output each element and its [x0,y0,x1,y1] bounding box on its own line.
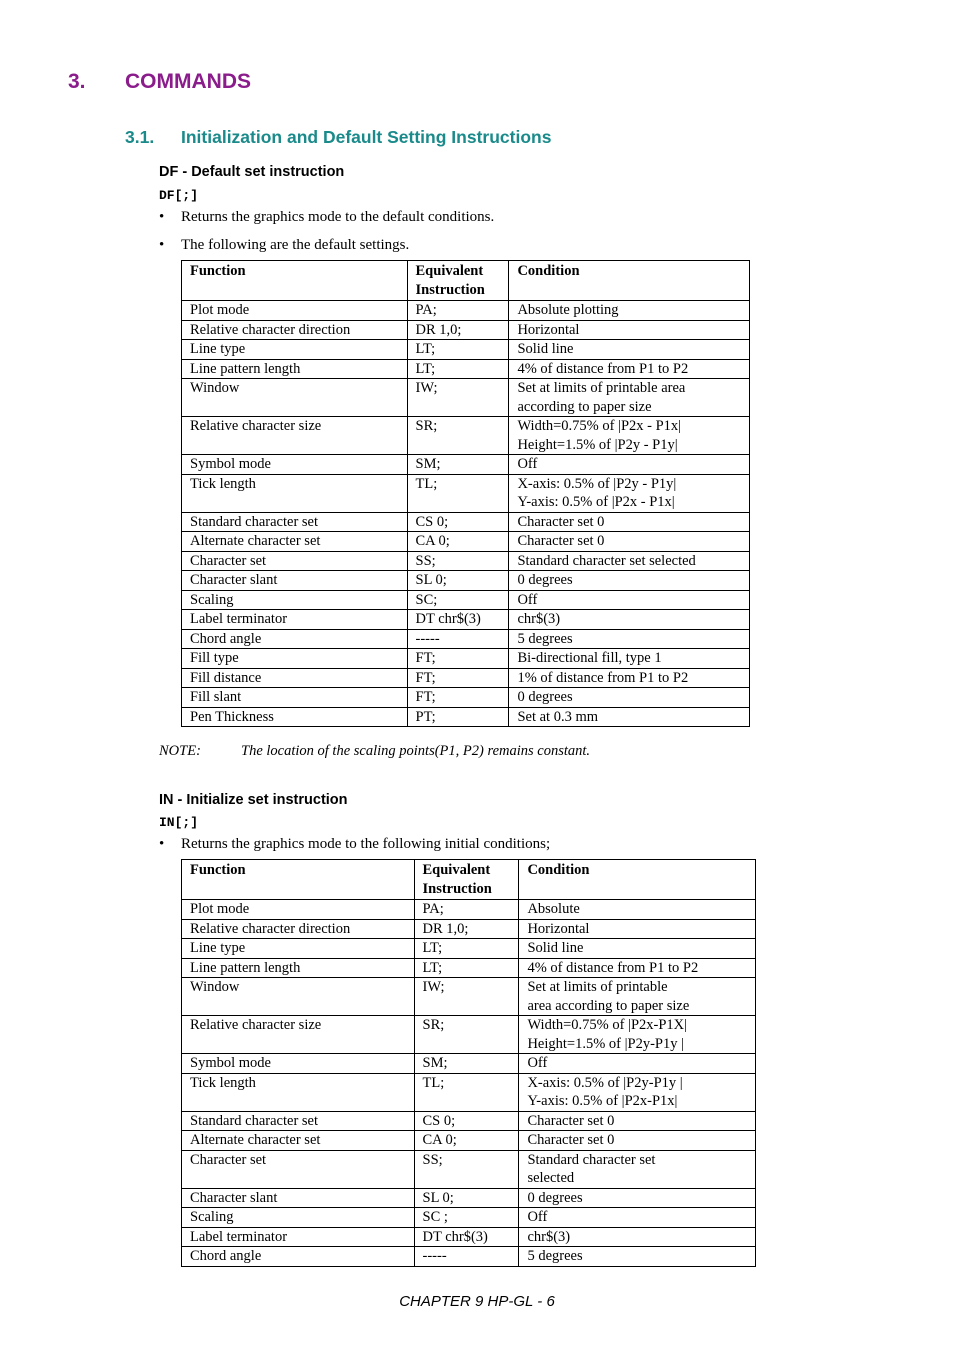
cell-condition-text: Solid line [517,341,574,357]
cell-function-text: Chord angle [190,1248,262,1264]
cell-equivalent-instruction-text: IW; [422,979,445,995]
cell-equivalent-instruction-text: SR; [422,1017,445,1033]
table-row [182,379,750,417]
table-header-row [182,261,750,301]
cell-equivalent-instruction-text: SM; [415,456,441,472]
cell-condition-text: Absolute [527,901,580,917]
cell-function [182,1054,415,1074]
cell-equivalent-instruction-text: TL; [415,475,438,492]
cell-equivalent-instruction [407,512,509,532]
cell-function-text: Pen Thickness [190,708,274,725]
section-title: COMMANDS [125,70,251,93]
header-function-text: Function [190,862,246,878]
cell-function-text: Symbol mode [190,1055,271,1071]
cell-equivalent-instruction [414,1073,519,1111]
cell-condition-text: 5 degrees [527,1248,583,1264]
cell-equivalent-instruction-text: SR; [415,418,438,434]
cell-equivalent-instruction [407,340,509,360]
cell-equivalent-instruction [407,320,509,340]
cell-function [182,340,408,360]
table-row [182,1188,756,1208]
table-row [182,919,756,939]
subsection-heading [125,127,551,148]
cell-equivalent-instruction-text: SC ; [422,1209,448,1225]
subsection-title: Initialization and Default Setting Instructions [181,127,552,147]
bullet-dot: • [159,237,165,253]
cell-equivalent-instruction-text: CS 0; [422,1112,456,1129]
cell-condition-text: Character set 0 [527,1112,615,1129]
cell-condition [519,900,756,920]
cell-condition [509,379,750,417]
cell-function [182,1073,415,1111]
bullet-dot: • [159,836,165,852]
df-settings-table [181,260,750,727]
cell-condition [519,1016,756,1054]
cell-equivalent-instruction [414,1054,519,1074]
cell-function-text: Alternate character set [190,533,321,549]
cell-condition-text: according to paper size [517,398,652,415]
cell-equivalent-instruction [407,610,509,630]
table-row [182,649,750,669]
cell-equivalent-instruction-text: SS; [415,552,436,569]
cell-equivalent-instruction-text: SS; [422,1151,443,1168]
cell-function [182,512,408,532]
cell-equivalent-instruction [407,668,509,688]
header-function [182,261,408,301]
cell-condition-text: area according to paper size [527,997,690,1014]
table-row [182,1073,756,1111]
header-equivalent-instruction-text: Instruction [415,281,485,298]
table-row [182,359,750,379]
cell-condition [509,688,750,708]
cell-condition-text: Height=1.5% of |P2y-P1y | [527,1035,684,1052]
cell-function-text: Chord angle [190,630,262,647]
cell-equivalent-instruction [407,417,509,455]
cell-condition-text: chr$(3) [527,1228,571,1245]
cell-function-text: Symbol mode [190,456,271,472]
cell-condition-text: Bi-directional fill, type 1 [517,650,662,666]
cell-condition-text: Set at limits of printable area [517,380,686,396]
cell-condition-text: X-axis: 0.5% of |P2y-P1y | [527,1074,683,1091]
cell-equivalent-instruction-text: LT; [415,360,436,377]
cell-condition-text: Width=0.75% of |P2x - P1x| [517,418,682,434]
cell-equivalent-instruction [407,455,509,475]
header-equivalent-instruction-text: Instruction [422,880,492,897]
section-number: 3. [68,70,86,93]
cell-function-text: Fill distance [190,669,262,686]
cell-condition [509,455,750,475]
cell-condition-text: Solid line [527,940,584,956]
cell-function-text: Character set [190,1151,267,1168]
cell-condition-text: Off [527,1055,548,1071]
cell-function-text: Character slant [190,1189,278,1206]
cell-condition-text: Height=1.5% of |P2y - P1y| [517,436,678,453]
cell-condition [509,571,750,591]
cell-function-text: Alternate character set [190,1132,321,1148]
header-equivalent-instruction [414,860,519,900]
table-row [182,1150,756,1188]
cell-equivalent-instruction-text: PT; [415,708,436,725]
cell-equivalent-instruction-text: DT chr$(3) [415,611,481,627]
cell-condition-text: chr$(3) [517,611,561,627]
cell-condition-text: X-axis: 0.5% of |P2y - P1y| [517,475,677,492]
cell-condition-text: Set at limits of printable [527,979,668,995]
cell-condition [519,939,756,959]
cell-equivalent-instruction [414,900,519,920]
section-heading [68,70,251,94]
cell-condition-text: Absolute plotting [517,302,619,318]
cell-equivalent-instruction [407,532,509,552]
cell-condition-text: Off [527,1209,548,1225]
cell-function [182,939,415,959]
cell-condition-text: 5 degrees [517,630,573,647]
in-syntax: IN[;] [159,815,199,830]
header-equivalent-instruction-text: Equivalent [415,263,484,279]
cell-condition-text: Horizontal [527,920,590,937]
cell-equivalent-instruction [414,939,519,959]
in-heading: IN - Initialize set instruction [159,792,348,808]
cell-function-text: Line type [190,940,246,956]
cell-condition-text: Y-axis: 0.5% of |P2x - P1x| [517,494,675,510]
cell-condition [509,668,750,688]
cell-equivalent-instruction [407,707,509,727]
cell-equivalent-instruction-text: IW; [415,380,438,396]
cell-condition-text: 4% of distance from P1 to P2 [517,360,689,377]
cell-function [182,474,408,512]
cell-equivalent-instruction [414,1016,519,1054]
cell-function [182,551,408,571]
table-row [182,571,750,591]
cell-condition [509,417,750,455]
cell-condition [509,512,750,532]
cell-equivalent-instruction [407,571,509,591]
cell-condition-text: Width=0.75% of |P2x-P1X| [527,1017,688,1033]
df-note [159,743,590,760]
cell-function-text: Plot mode [190,302,250,318]
cell-condition [509,532,750,552]
cell-function-text: Label terminator [190,611,288,627]
table-row [182,340,750,360]
table-row [182,668,750,688]
cell-function-text: Relative character size [190,418,322,434]
cell-equivalent-instruction [407,629,509,649]
header-condition [519,860,756,900]
cell-function-text: Fill type [190,650,239,666]
cell-equivalent-instruction [414,978,519,1016]
cell-condition-text: Off [517,591,538,608]
cell-condition-text: 0 degrees [527,1189,583,1206]
cell-function-text: Window [190,979,240,995]
cell-equivalent-instruction [414,1150,519,1188]
cell-condition [509,610,750,630]
table-row [182,1208,756,1228]
header-condition-text: Condition [517,263,580,279]
cell-equivalent-instruction-text: TL; [422,1074,445,1091]
cell-equivalent-instruction-text: CA 0; [415,533,450,549]
table-row [182,939,756,959]
cell-function-text: Relative character size [190,1017,322,1033]
cell-condition [509,590,750,610]
cell-equivalent-instruction [407,649,509,669]
cell-equivalent-instruction-text: CS 0; [415,513,449,530]
cell-condition-text: Horizontal [517,321,580,338]
note-label: NOTE: [159,743,201,759]
cell-condition [519,1073,756,1111]
cell-condition [519,1131,756,1151]
cell-condition [509,340,750,360]
cell-function-text: Standard character set [190,513,319,530]
df-bullet-1-text: Returns the graphics mode to the default conditions. [181,209,495,225]
cell-condition-text: Off [517,456,538,472]
table-row [182,1016,756,1054]
df-heading: DF - Default set instruction [159,164,345,180]
cell-equivalent-instruction [407,688,509,708]
table-row [182,610,750,630]
cell-equivalent-instruction [407,551,509,571]
cell-condition [509,707,750,727]
cell-function-text: Fill slant [190,689,242,705]
table-row [182,707,750,727]
table-row [182,590,750,610]
cell-function [182,707,408,727]
header-function-text: Function [190,263,246,279]
cell-equivalent-instruction [414,1247,519,1267]
cell-condition [509,551,750,571]
table-row [182,532,750,552]
table-row [182,900,756,920]
page-footer: CHAPTER 9 HP-GL - 6 [399,1293,555,1310]
cell-condition [519,1150,756,1188]
subsection-number: 3.1. [125,127,155,147]
cell-equivalent-instruction [407,590,509,610]
cell-condition-text: Character set 0 [517,533,605,549]
table-row [182,688,750,708]
cell-condition-text: Y-axis: 0.5% of |P2x-P1x| [527,1093,678,1109]
table-row [182,551,750,571]
cell-function [182,649,408,669]
cell-function [182,1208,415,1228]
cell-equivalent-instruction-text: FT; [415,650,436,666]
df-syntax: DF[;] [159,188,199,203]
cell-condition [519,1054,756,1074]
cell-equivalent-instruction-text: LT; [415,341,436,357]
cell-function [182,1247,415,1267]
table-row [182,1247,756,1267]
cell-function-text: Standard character set [190,1112,319,1129]
cell-condition-text: Character set 0 [527,1132,615,1148]
df-bullet-2 [159,237,409,254]
cell-equivalent-instruction [414,1227,519,1247]
cell-function [182,1188,415,1208]
cell-condition [509,649,750,669]
cell-function [182,1131,415,1151]
cell-function [182,1150,415,1188]
cell-function [182,379,408,417]
cell-function-text: Line pattern length [190,360,301,377]
cell-condition-text: 4% of distance from P1 to P2 [527,959,699,976]
header-function [182,860,415,900]
table-row [182,1227,756,1247]
table-row [182,1111,756,1131]
cell-equivalent-instruction-text: SL 0; [422,1189,454,1206]
cell-condition-text: Set at 0.3 mm [517,708,599,725]
cell-function [182,688,408,708]
cell-function-text: Scaling [190,1209,234,1225]
cell-condition [509,320,750,340]
cell-condition [519,1227,756,1247]
cell-function [182,978,415,1016]
cell-equivalent-instruction [414,1208,519,1228]
cell-equivalent-instruction-text: CA 0; [422,1132,457,1148]
cell-equivalent-instruction-text: DT chr$(3) [422,1228,488,1245]
note-text: The location of the scaling points(P1, P2) remains constant. [241,743,591,759]
cell-function-text: Label terminator [190,1228,288,1245]
cell-equivalent-instruction [407,474,509,512]
cell-condition [509,629,750,649]
cell-condition [519,919,756,939]
cell-condition [509,359,750,379]
cell-condition [519,1188,756,1208]
cell-function [182,919,415,939]
cell-equivalent-instruction-text: ----- [422,1248,447,1264]
cell-equivalent-instruction-text: ----- [415,630,440,647]
table-row [182,1131,756,1151]
cell-function [182,610,408,630]
cell-equivalent-instruction [407,359,509,379]
cell-function [182,1111,415,1131]
cell-condition [519,958,756,978]
cell-equivalent-instruction-text: SC; [415,591,438,608]
cell-function-text: Relative character direction [190,321,351,338]
cell-function-text: Character slant [190,572,278,588]
in-bullet-1-text: Returns the graphics mode to the following initial conditions; [181,836,551,852]
table-header-row [182,860,756,900]
cell-condition-text: Character set 0 [517,513,605,530]
cell-function [182,1227,415,1247]
cell-function [182,571,408,591]
table-row [182,301,750,321]
cell-function-text: Tick length [190,475,256,492]
cell-condition-text: 1% of distance from P1 to P2 [517,669,689,686]
cell-condition [519,1111,756,1131]
cell-equivalent-instruction [414,919,519,939]
cell-function [182,1016,415,1054]
cell-equivalent-instruction-text: DR 1,0; [415,321,462,338]
cell-equivalent-instruction-text: SL 0; [415,572,447,588]
cell-equivalent-instruction-text: PA; [422,901,444,917]
bullet-dot: • [159,209,165,225]
header-condition [509,261,750,301]
cell-equivalent-instruction-text: FT; [415,689,436,705]
cell-function-text: Plot mode [190,901,250,917]
table-row [182,512,750,532]
header-condition-text: Condition [527,862,590,878]
cell-condition [519,978,756,1016]
cell-function [182,417,408,455]
cell-condition-text: 0 degrees [517,689,573,705]
cell-function-text: Tick length [190,1074,256,1091]
cell-function [182,301,408,321]
cell-function-text: Character set [190,552,267,569]
cell-equivalent-instruction [414,1188,519,1208]
cell-equivalent-instruction-text: DR 1,0; [422,920,469,937]
cell-function-text: Line pattern length [190,959,301,976]
cell-function-text: Scaling [190,591,234,608]
cell-condition-text: Standard character set [527,1151,656,1168]
cell-function-text: Window [190,380,240,396]
header-equivalent-instruction-text: Equivalent [422,862,491,878]
cell-equivalent-instruction [414,1111,519,1131]
cell-function [182,958,415,978]
cell-equivalent-instruction-text: LT; [422,959,443,976]
cell-function [182,590,408,610]
cell-condition [519,1247,756,1267]
cell-function [182,532,408,552]
table-row [182,455,750,475]
cell-equivalent-instruction-text: LT; [422,940,443,956]
cell-condition-text: selected [527,1170,575,1186]
cell-equivalent-instruction-text: SM; [422,1055,448,1071]
cell-function-text: Relative character direction [190,920,351,937]
cell-equivalent-instruction-text: FT; [415,669,436,686]
cell-equivalent-instruction-text: PA; [415,302,437,318]
table-row [182,320,750,340]
table-row [182,978,756,1016]
table-row [182,1054,756,1074]
cell-function [182,668,408,688]
cell-function [182,455,408,475]
cell-condition [519,1208,756,1228]
cell-function-text: Line type [190,341,246,357]
in-bullet-1 [159,836,550,853]
header-equivalent-instruction [407,261,509,301]
table-row [182,629,750,649]
cell-condition-text: 0 degrees [517,572,573,588]
table-row [182,417,750,455]
cell-function [182,900,415,920]
cell-function [182,629,408,649]
cell-function [182,320,408,340]
in-settings-table [181,859,756,1267]
cell-equivalent-instruction [407,301,509,321]
cell-equivalent-instruction [414,1131,519,1151]
cell-function [182,359,408,379]
cell-condition [509,474,750,512]
cell-condition [509,301,750,321]
table-row [182,958,756,978]
cell-equivalent-instruction [407,379,509,417]
cell-equivalent-instruction [414,958,519,978]
df-bullet-2-text: The following are the default settings. [181,237,410,253]
cell-condition-text: Standard character set selected [517,552,696,569]
df-bullet-1 [159,209,494,226]
table-row [182,474,750,512]
